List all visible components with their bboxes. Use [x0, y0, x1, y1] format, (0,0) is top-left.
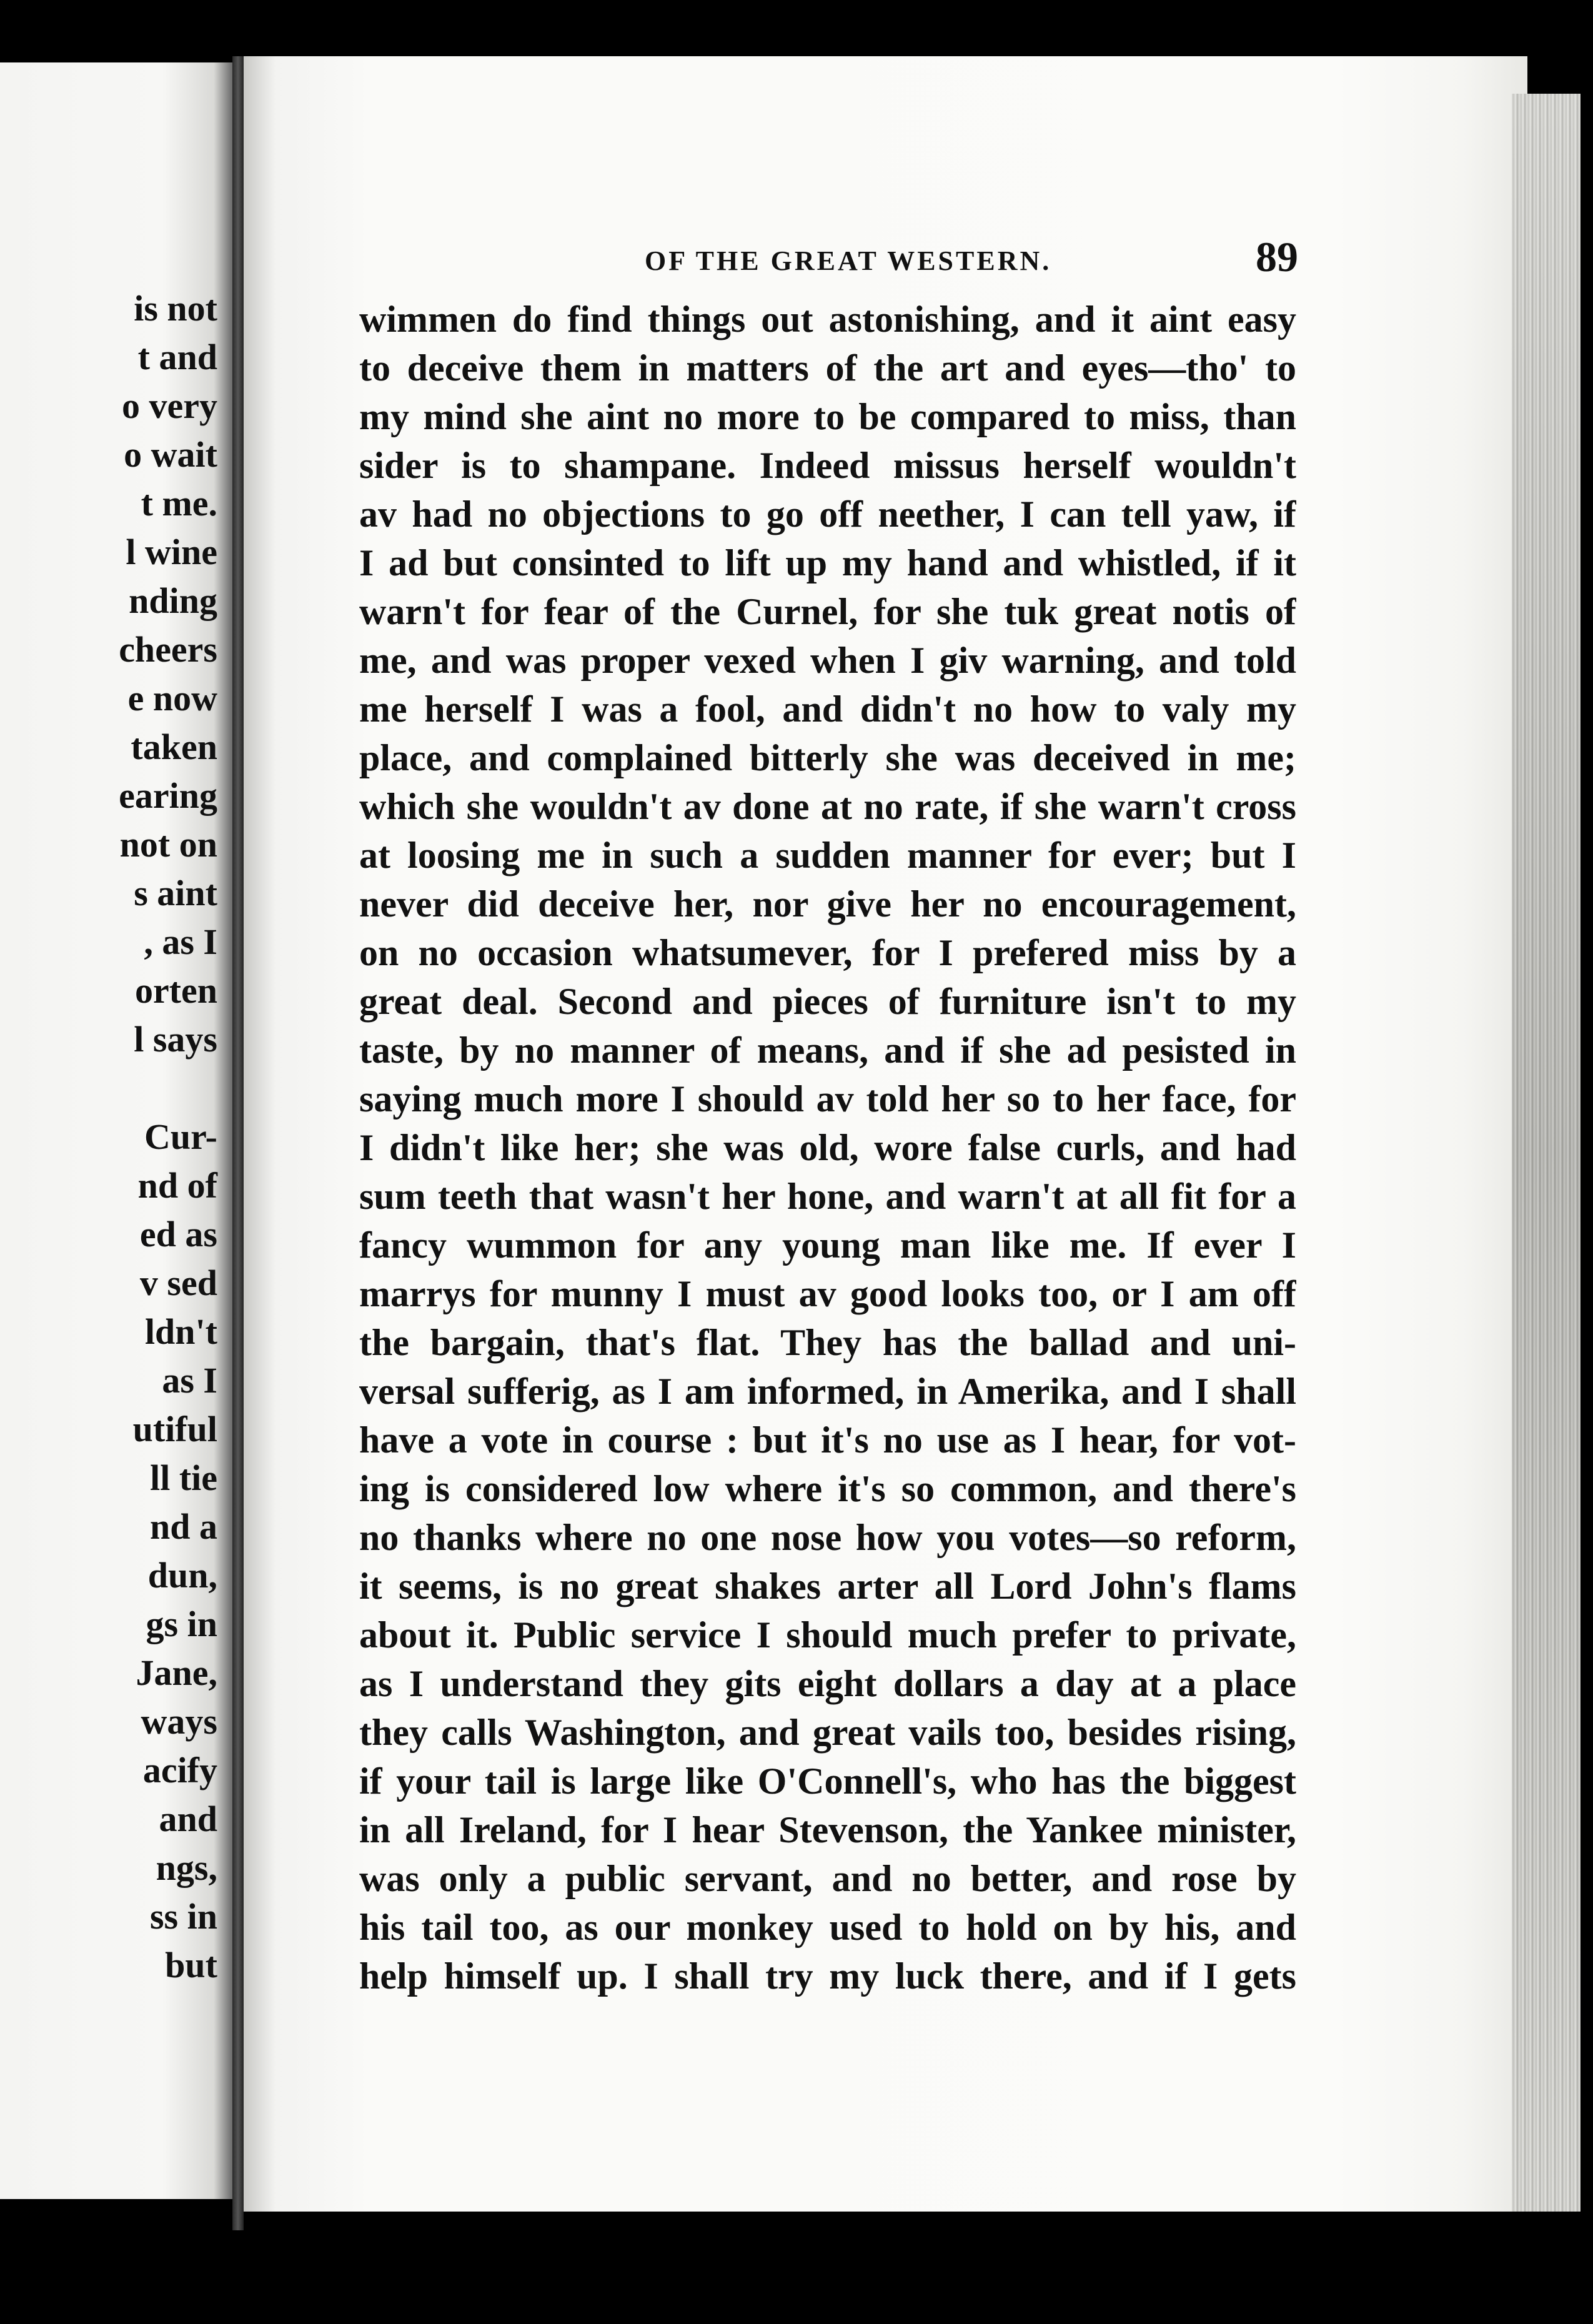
previous-page-line: Jane, [136, 1652, 217, 1693]
text-line: on no occasion whatsumever, for I prefered miss by a [359, 932, 1296, 973]
text-line: my mind she aint no more to be compared to miss, than [359, 396, 1296, 437]
text-line: wimmen do find things out astonishing, and it aint easy [359, 299, 1296, 340]
previous-page-line: acify [142, 1750, 217, 1790]
text-line: av had no objections to go off neether, I can tell yaw, if [359, 494, 1296, 535]
text-line: me herself I was a fool, and didn't no how to valy my [359, 688, 1296, 730]
text-line: never did deceive her, nor give her no encouragement, [359, 883, 1296, 925]
text-line: the bargain, that's flat. They has the ballad and uni- [359, 1322, 1296, 1363]
text-line: place, and complained bitterly she was deceived in me; [359, 737, 1296, 778]
previous-page-line: ways [141, 1701, 217, 1742]
previous-page-line: earing [119, 775, 217, 816]
text-line: to deceive them in matters of the art and eyes—tho' to [359, 347, 1296, 389]
previous-page-line: ll tie [150, 1457, 217, 1498]
previous-page-line: , as I [144, 921, 217, 962]
previous-page-line: l wine [126, 532, 217, 572]
previous-page-line: nd a [149, 1506, 217, 1547]
book-gutter [232, 56, 244, 2230]
previous-page-line: v sed [139, 1263, 217, 1303]
text-line: help himself up. I shall try my luck there, and if I gets [359, 1955, 1296, 1997]
text-line: fancy wummon for any young man like me. If ever I [359, 1224, 1296, 1266]
text-line: sider is to shampane. Indeed missus herself wouldn't [359, 445, 1296, 486]
text-line: I ad but consinted to lift up my hand and whistled, if it [359, 542, 1296, 583]
text-line: as I understand they gits eight dollars a day at a place [359, 1663, 1296, 1704]
text-line: I didn't like her; she was old, wore false curls, and had [359, 1127, 1296, 1168]
previous-page-line: Cur- [144, 1116, 217, 1157]
previous-page-text [5, 284, 217, 1990]
previous-page-line: nding [129, 580, 217, 621]
previous-page-line: but [165, 1945, 217, 1985]
previous-page-line: cheers [119, 629, 217, 670]
text-line: ing is considered low where it's so common, and there's [359, 1468, 1296, 1509]
text-line: great deal. Second and pieces of furniture isn't to my [359, 981, 1296, 1022]
previous-page-line: as I [162, 1360, 217, 1401]
text-line: have a vote in course : but it's no use as I hear, for vot- [359, 1419, 1296, 1461]
text-line: me, and was proper vexed when I giv warning, and told [359, 640, 1296, 681]
text-line: in all Ireland, for I hear Stevenson, the Yankee minister, [359, 1809, 1296, 1850]
text-line: if your tail is large like O'Connell's, who has the biggest [359, 1760, 1296, 1802]
text-line: sum teeth that wasn't her hone, and warn't at all fit for a [359, 1176, 1296, 1217]
page-number: 89 [1256, 233, 1298, 281]
previous-page-line: not on [119, 824, 217, 865]
text-line: was only a public servant, and no better, and rose by [359, 1858, 1296, 1899]
text-line: it seems, is no great shakes arter all Lord John's flams [359, 1566, 1296, 1607]
text-line: no thanks where no one nose how you votes—so reform, [359, 1517, 1296, 1558]
previous-page-line: orten [134, 970, 217, 1011]
text-line: they calls Washington, and great vails too, besides rising, [359, 1712, 1296, 1753]
text-line: warn't for fear of the Curnel, for she tuk great notis of [359, 591, 1296, 632]
previous-page-line [5, 1064, 217, 1113]
previous-page-line: gs in [146, 1604, 217, 1644]
text-line: his tail too, as our monkey used to hold on by his, and [359, 1907, 1296, 1948]
previous-page-line: utiful [132, 1409, 217, 1449]
previous-page-line: o wait [124, 434, 217, 475]
text-line: taste, by no manner of means, and if she ad pesisted in [359, 1030, 1296, 1071]
page-fore-edge [1512, 94, 1581, 2212]
text-line: versal sufferig, as I am informed, in Amerika, and I shall [359, 1371, 1296, 1412]
previous-page-line: and [159, 1799, 217, 1839]
previous-page-line: is not [134, 288, 217, 329]
previous-page-line: ss in [149, 1896, 217, 1937]
previous-page-line: e now [127, 678, 217, 718]
body-text [359, 295, 1296, 2000]
text-line: at loosing me in such a sudden manner for ever; but I [359, 835, 1296, 876]
previous-page-line: o very [122, 385, 217, 426]
previous-page-line: ed as [139, 1214, 217, 1254]
previous-page-line: s aint [134, 873, 217, 913]
previous-page-line: dun, [147, 1555, 217, 1596]
text-line: marrys for munny I must av good looks too, or I am off [359, 1273, 1296, 1314]
previous-page-line: ngs, [156, 1847, 217, 1888]
text-line: saying much more I should av told her so to her face, for [359, 1078, 1296, 1120]
previous-page-line: taken [131, 727, 217, 767]
previous-page-line: l says [134, 1019, 217, 1060]
running-header: OF THE GREAT WESTERN. [645, 246, 1052, 276]
text-line: which she wouldn't av done at no rate, if she warn't cross [359, 786, 1296, 827]
previous-page-line: ldn't [144, 1311, 217, 1352]
previous-page [0, 62, 232, 2199]
previous-page-line: t and [137, 337, 217, 377]
previous-page-line: nd of [137, 1165, 217, 1206]
previous-page-line: t me. [141, 483, 217, 524]
text-line: about it. Public service I should much prefer to private, [359, 1614, 1296, 1656]
